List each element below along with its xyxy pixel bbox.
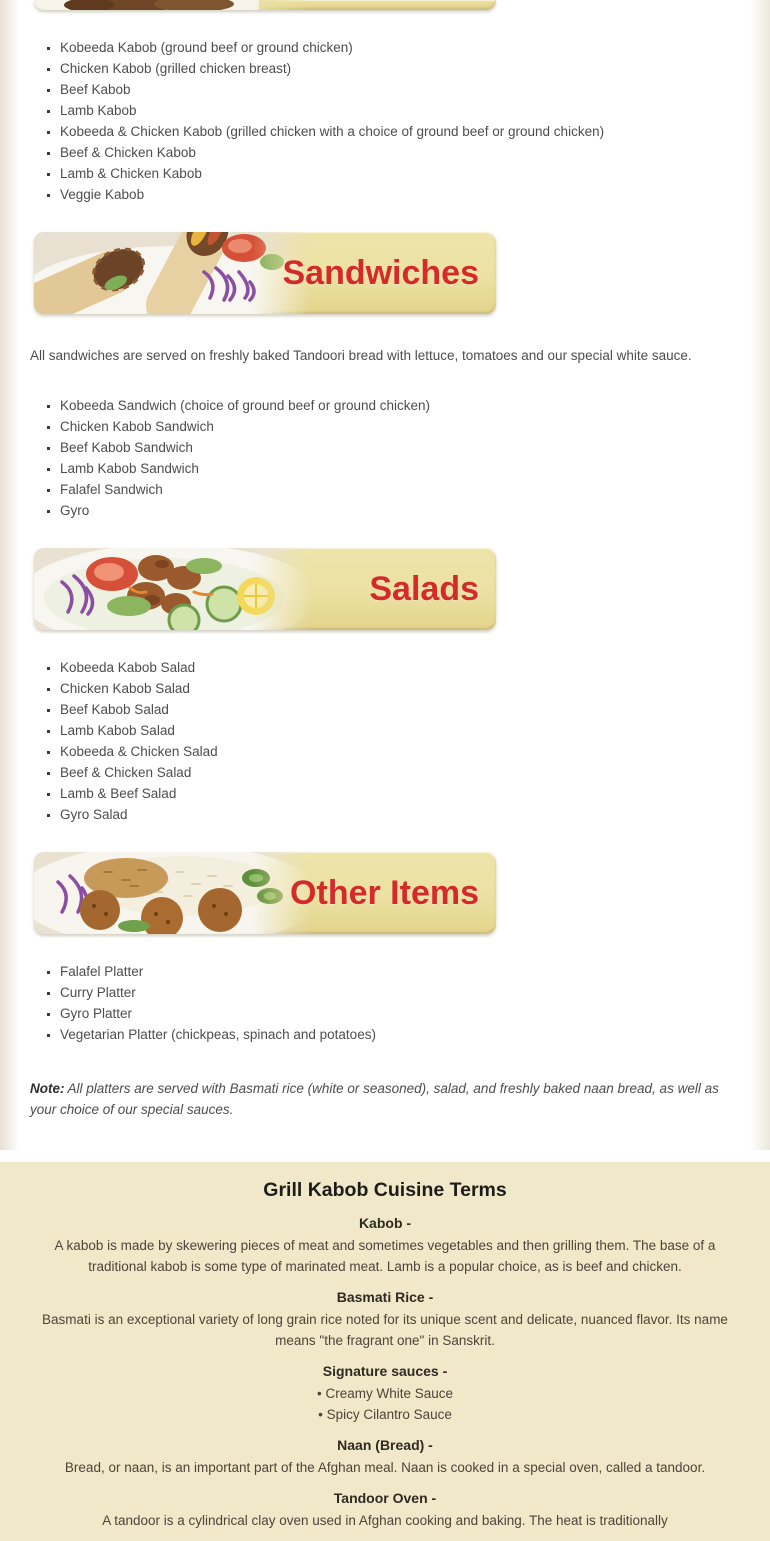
section-banner-salads: [34, 548, 496, 630]
term-name: Basmati Rice -: [336, 1289, 434, 1305]
menu-item: ▪ Lamb Kabob: [60, 100, 740, 121]
term-definition: [40, 1457, 730, 1478]
footer-title: Grill Kabob Cuisine Terms: [263, 1179, 507, 1201]
menu-item: ▪ Falafel Platter: [60, 961, 740, 982]
term-block: [40, 1362, 730, 1425]
menu-item: ▪ Beef & Chicken Kabob: [60, 142, 740, 163]
note-text: All platters are served with Basmati rice (white or seasoned), salad, and freshly baked naan bread, as well as your choice of our special sauces.: [30, 1081, 719, 1117]
cuisine-terms-footer: [0, 1162, 770, 1541]
banner-title: Sandwiches: [282, 253, 479, 292]
section-banner-other-items: [34, 852, 496, 934]
definition-line: • Creamy White Sauce: [316, 1386, 454, 1401]
section-banner-sandwiches: [34, 232, 496, 314]
salad-list: [30, 657, 740, 825]
page-edge-shade-right: [750, 0, 770, 1150]
menu-item: ▪ Lamb & Beef Salad: [60, 783, 740, 804]
term-name: Tandoor Oven -: [333, 1490, 437, 1506]
term-block: [40, 1489, 730, 1531]
term-name: Kabob -: [358, 1215, 412, 1231]
definition-line: A kabob is made by skewering pieces of meat and sometimes vegetables and then grilling them. The base of a traditional kabob is some type of marinated meat. Lamb is a popular choice, as is beef and chicken.: [54, 1238, 716, 1274]
menu-item: ▪ Gyro: [60, 500, 740, 521]
menu-item: ▪ Lamb & Chicken Kabob: [60, 163, 740, 184]
definition-line: Bread, or naan, is an important part of the Afghan meal. Naan is cooked in a special oven, called a tandoor.: [64, 1460, 706, 1475]
banner-title: Salads: [369, 569, 479, 608]
definition-line: Basmati is an exceptional variety of long grain rice noted for its unique scent and delicate, nuanced flavor. Its name means "the fragrant one" in Sanskrit.: [42, 1312, 728, 1348]
other-items-list: [30, 961, 740, 1045]
menu-item: ▪ Kobeeda Kabob (ground beef or ground chicken): [60, 37, 740, 58]
salads-photo: [34, 548, 314, 630]
term-definition: [40, 1510, 730, 1531]
sandwich-list: [30, 395, 740, 521]
other-items-photo: [34, 852, 314, 934]
menu-item: ▪ Chicken Kabob Salad: [60, 678, 740, 699]
menu-item: ▪ Lamb Kabob Sandwich: [60, 458, 740, 479]
menu-item: ▪ Gyro Platter: [60, 1003, 740, 1024]
menu-item: ▪ Beef Kabob Sandwich: [60, 437, 740, 458]
note-label: Note:: [30, 1081, 65, 1096]
menu-item: ▪ Vegetarian Platter (chickpeas, spinach and potatoes): [60, 1024, 740, 1045]
menu-item: ▪ Kobeeda & Chicken Salad: [60, 741, 740, 762]
menu-description: All sandwiches are served on freshly baked Tandoori bread with lettuce, tomatoes and our special white sauce.: [30, 348, 692, 363]
banner-title: Other Items: [290, 873, 479, 912]
term-name: Signature sauces -: [322, 1363, 448, 1379]
definition-line: A tandoor is a cylindrical clay oven used in Afghan cooking and baking. The heat is traditionally: [102, 1513, 668, 1528]
term-definition: [40, 1309, 730, 1351]
kabobs-photo: [34, 0, 314, 10]
menu-item: ▪ Kobeeda & Chicken Kabob (grilled chicken with a choice of ground beef or ground chicken): [60, 121, 740, 142]
menu-item: ▪ Lamb Kabob Salad: [60, 720, 740, 741]
menu-item: ▪ Falafel Sandwich: [60, 479, 740, 500]
sandwiches-photo: [34, 232, 314, 314]
term-block: [40, 1436, 730, 1478]
term-block: [40, 1214, 730, 1277]
term-definition: [40, 1383, 730, 1425]
menu-item: ▪ Kobeeda Kabob Salad: [60, 657, 740, 678]
section-banner-kabobs-partial: [34, 0, 496, 10]
kabob-list: [30, 37, 740, 205]
menu-item: ▪ Beef Kabob: [60, 79, 740, 100]
definition-line: • Spicy Cilantro Sauce: [318, 1407, 452, 1422]
menu-item: ▪ Curry Platter: [60, 982, 740, 1003]
menu-item: ▪ Gyro Salad: [60, 804, 740, 825]
terms-list: [40, 1214, 730, 1531]
menu-item: ▪ Chicken Kabob (grilled chicken breast): [60, 58, 740, 79]
term-name: Naan (Bread) -: [337, 1437, 433, 1453]
term-block: [40, 1288, 730, 1351]
platters-note: [30, 1078, 734, 1120]
menu-item: ▪ Kobeeda Sandwich (choice of ground beef or ground chicken): [60, 395, 740, 416]
menu-item: ▪ Beef & Chicken Salad: [60, 762, 740, 783]
menu-item: ▪ Beef Kabob Salad: [60, 699, 740, 720]
term-definition: [40, 1235, 730, 1277]
menu-item: ▪ Chicken Kabob Sandwich: [60, 416, 740, 437]
menu-item: ▪ Veggie Kabob: [60, 184, 740, 205]
page-edge-shade-left: [0, 0, 20, 1150]
